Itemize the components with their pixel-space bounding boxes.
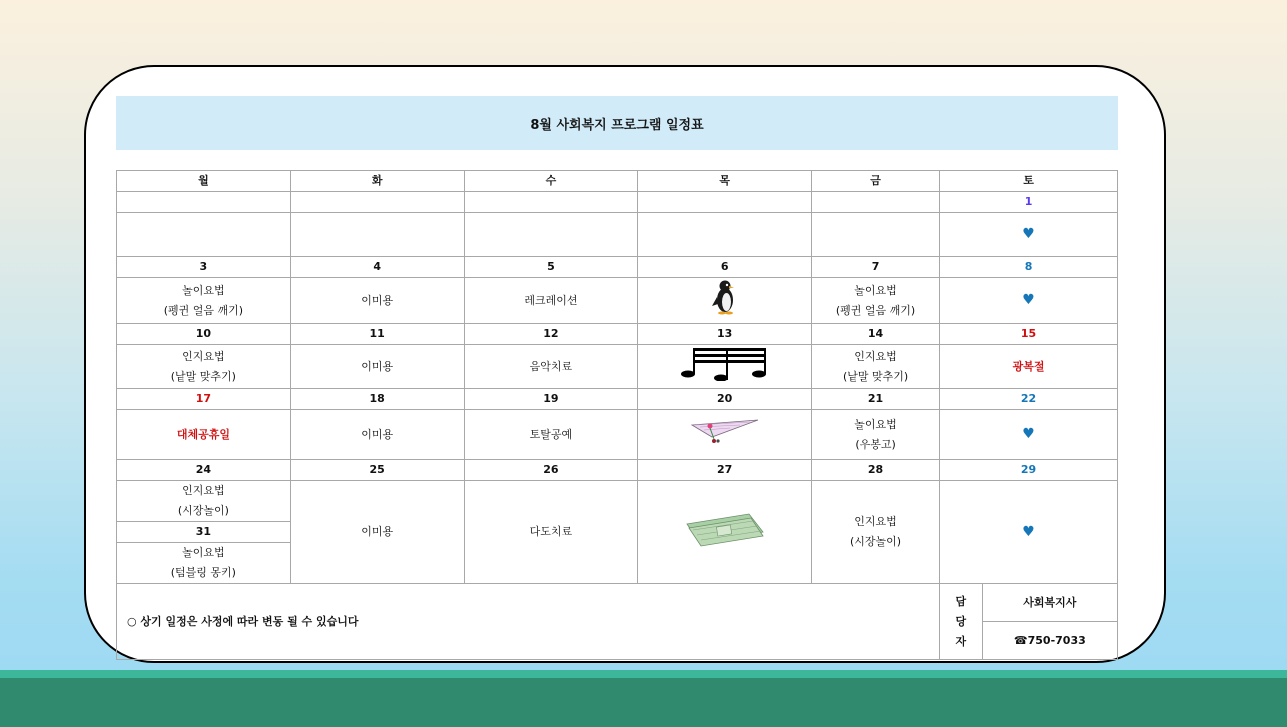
date-cell-holiday: 17 [117, 389, 291, 410]
program-cell: 이미용 [290, 345, 464, 389]
week5-program-row [117, 481, 1118, 522]
program-name: 놀이요법 [854, 417, 897, 431]
program-name: 인지요법 [854, 349, 897, 363]
date-cell [638, 192, 812, 213]
program-cell [812, 278, 940, 324]
program-cell [638, 410, 812, 460]
weekday-sat: 토 [940, 171, 1118, 192]
weekday-tue: 화 [290, 171, 464, 192]
program-cell [812, 345, 940, 389]
program-name: 인지요법 [182, 349, 225, 363]
program-cell [117, 278, 291, 324]
program-cell: 다도치료 [464, 481, 638, 584]
program-name: 인지요법 [182, 484, 225, 497]
date-cell [290, 192, 464, 213]
program-cell [117, 345, 291, 389]
title-bar [116, 96, 1118, 150]
date-cell [117, 192, 291, 213]
program-cell [117, 213, 291, 257]
program-cell [117, 543, 291, 584]
date-cell: 20 [638, 389, 812, 410]
date-cell: 10 [117, 324, 291, 345]
program-cell: 음악치료 [464, 345, 638, 389]
heart-icon: ♥ [1022, 226, 1035, 242]
program-cell-sat [940, 213, 1118, 257]
date-cell [812, 192, 940, 213]
date-cell: 4 [290, 257, 464, 278]
notice-text: ○ 상기 일정은 사정에 따라 변동 될 수 있습니다 [117, 584, 940, 660]
money-icon [683, 510, 767, 548]
program-detail: (시장놀이) [850, 535, 902, 548]
program-cell: 이미용 [290, 410, 464, 460]
week4-program-row [117, 410, 1118, 460]
date-cell-sat: 29 [940, 460, 1118, 481]
manager-role: 사회복지사 [982, 584, 1117, 622]
week1-date-row [117, 192, 1118, 213]
program-cell [638, 213, 812, 257]
program-cell-sat-holiday: 광복절 [940, 345, 1118, 389]
program-cell [638, 278, 812, 324]
weekday-wed: 수 [464, 171, 638, 192]
weekday-row [117, 171, 1118, 192]
date-cell [464, 192, 638, 213]
date-cell: 18 [290, 389, 464, 410]
program-cell [812, 410, 940, 460]
music-notes-icon [680, 345, 770, 381]
program-cell-sat [940, 410, 1118, 460]
program-cell: 토탈공예 [464, 410, 638, 460]
weekday-thu: 목 [638, 171, 812, 192]
date-cell: 13 [638, 324, 812, 345]
week3-date-row [117, 324, 1118, 345]
program-name: 인지요법 [854, 515, 897, 528]
date-cell: 21 [812, 389, 940, 410]
date-cell: 3 [117, 257, 291, 278]
ground-band [0, 678, 1287, 727]
penguin-icon [710, 278, 740, 316]
program-name: 놀이요법 [182, 283, 225, 297]
date-cell: 28 [812, 460, 940, 481]
heart-icon: ♥ [1022, 523, 1035, 540]
heart-icon: ♥ [1022, 292, 1035, 308]
date-cell: 27 [638, 460, 812, 481]
program-detail: (펭귄 얼음 깨기) [163, 303, 244, 317]
ground-stripe [0, 670, 1287, 678]
program-cell: 레크레이션 [464, 278, 638, 324]
date-cell: 25 [290, 460, 464, 481]
date-cell: 7 [812, 257, 940, 278]
manager-label-char: 당 [955, 614, 967, 628]
manager-phone: ☎750-7033 [982, 622, 1117, 660]
date-cell: 24 [117, 460, 291, 481]
program-name: 놀이요법 [854, 283, 897, 297]
manager-label-char: 자 [955, 634, 967, 648]
week2-program-row [117, 278, 1118, 324]
date-cell: 31 [117, 522, 291, 543]
week4-date-row [117, 389, 1118, 410]
program-name: 놀이요법 [182, 546, 225, 559]
date-cell-sat: 22 [940, 389, 1118, 410]
program-cell [464, 213, 638, 257]
program-detail: (펭귄 얼음 깨기) [835, 303, 916, 317]
program-cell [812, 213, 940, 257]
date-cell-sat: 1 [940, 192, 1118, 213]
program-cell [117, 481, 291, 522]
date-cell: 5 [464, 257, 638, 278]
program-cell [290, 213, 464, 257]
manager-label-char: 담 [955, 594, 967, 608]
program-detail: (시장놀이) [177, 504, 229, 517]
heart-icon: ♥ [1022, 426, 1035, 442]
schedule-table [116, 170, 1118, 660]
week5-date-row [117, 460, 1118, 481]
week2-date-row [117, 257, 1118, 278]
program-detail: (텀블링 몽키) [170, 566, 236, 579]
program-cell [638, 345, 812, 389]
program-cell [812, 481, 940, 584]
program-cell-holiday: 대체공휴일 [117, 410, 291, 460]
week3-program-row [117, 345, 1118, 389]
week1-program-row [117, 213, 1118, 257]
date-cell: 11 [290, 324, 464, 345]
footer-row [117, 584, 1118, 622]
weekday-fri: 금 [812, 171, 940, 192]
date-cell-sat-holiday: 15 [940, 324, 1118, 345]
program-detail: (우봉고) [855, 437, 896, 451]
program-detail: (낱말 맞추기) [842, 369, 909, 383]
program-detail: (낱말 맞추기) [170, 369, 236, 383]
weekday-mon: 월 [117, 171, 291, 192]
program-cell-sat [940, 481, 1118, 584]
page-title: 8월 사회복지 프로그램 일정표 [530, 117, 704, 133]
date-cell: 19 [464, 389, 638, 410]
program-cell [638, 481, 812, 584]
program-cell: 이미용 [290, 481, 464, 584]
date-cell: 14 [812, 324, 940, 345]
manager-label [940, 584, 983, 660]
date-cell: 6 [638, 257, 812, 278]
date-cell-sat: 8 [940, 257, 1118, 278]
program-cell-sat [940, 278, 1118, 324]
craft-fan-icon [690, 417, 760, 445]
program-cell: 이미용 [290, 278, 464, 324]
date-cell: 12 [464, 324, 638, 345]
date-cell: 26 [464, 460, 638, 481]
